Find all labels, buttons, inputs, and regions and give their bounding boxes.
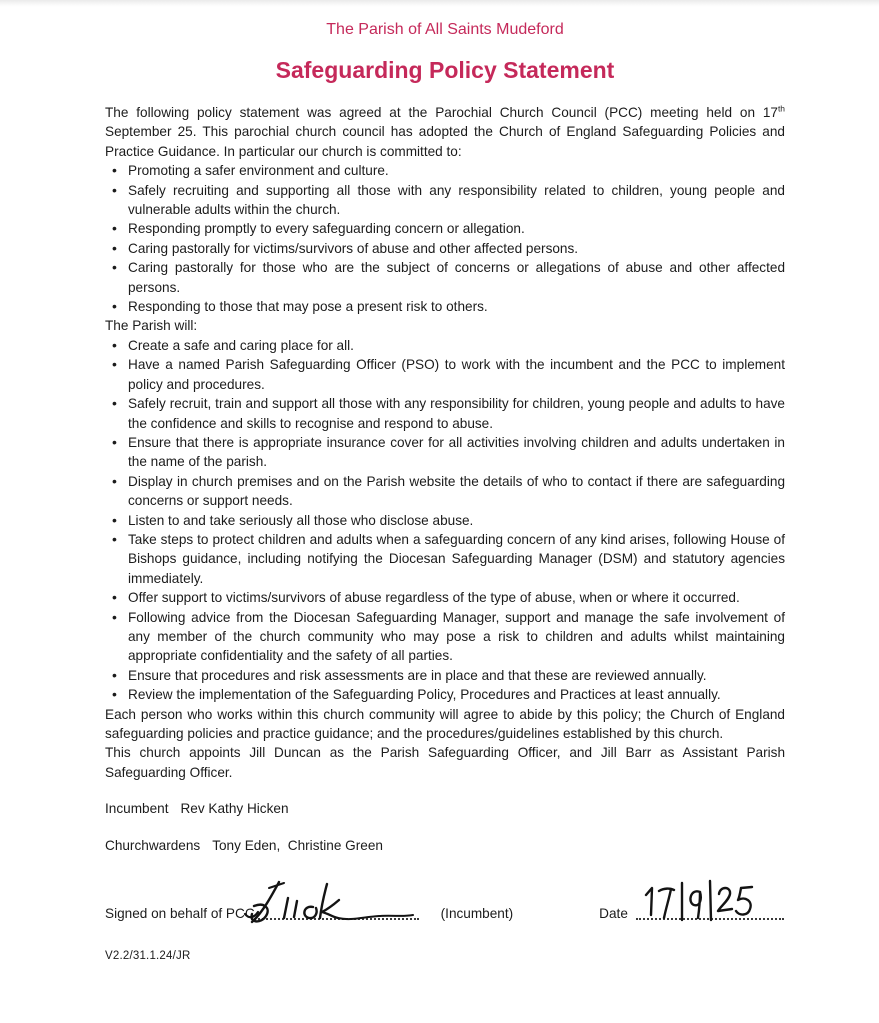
list-item: • Create a safe and caring place for all. — [105, 336, 785, 355]
list-item: • Have a named Parish Safeguarding Officer (PSO) to work with the incumbent and the PCC to implement policy and procedures. — [105, 355, 785, 394]
intro-text-after-superscript: September 25. This parochial church council has adopted the Church of England Safeguarding Policies and Practice Guidance. In particular our church is committed to: — [105, 124, 785, 159]
signature-row — [105, 881, 785, 923]
page-title: Safeguarding Policy Statement — [275, 57, 615, 83]
ordinal-superscript: th — [777, 103, 785, 114]
churchwardens-names: Tony Eden, Christine Green — [212, 837, 383, 853]
signature-dotted-line — [251, 917, 419, 920]
scan-artifact-top — [0, 0, 879, 7]
agreement-paragraph: Each person who works within this church community will agree to abide by this policy; the Church of England safeguarding policies and practice guidance; and the procedures/guidelines established by this church. — [105, 706, 785, 741]
list-item: • Offer support to victims/survivors of abuse regardless of the type of abuse, when or where it occurred. — [105, 588, 785, 607]
incumbent-name: Rev Kathy Hicken — [180, 801, 289, 817]
list-item: • Ensure that there is appropriate insurance cover for all activities involving children and adults undertaken in the name of the parish. — [105, 433, 785, 472]
date-label: Date — [599, 906, 628, 922]
list-item: • Caring pastorally for those who are the subject of concerns or allegations of abuse and other affected persons. — [105, 258, 785, 297]
parish-will-list — [105, 336, 785, 705]
list-item: • Display in church premises and on the Parish website the details of who to contact if there are safeguarding concerns or support needs. — [105, 472, 785, 511]
handwritten-date — [638, 878, 760, 922]
list-item: • Responding to those that may pose a present risk to others. — [105, 297, 785, 316]
date-dotted-line — [636, 917, 784, 920]
churchwardens-line — [105, 836, 785, 855]
incumbent-line — [105, 799, 785, 818]
churchwardens-label: Churchwardens — [105, 837, 201, 853]
incumbent-label: Incumbent — [105, 801, 169, 817]
commitments-list — [105, 161, 785, 316]
list-item: • Ensure that procedures and risk assessments are in place and that these are reviewed annually. — [105, 666, 785, 685]
signature-label: Signed on behalf of PCC — [105, 906, 255, 922]
list-item: • Safely recruiting and supporting all those with any responsibility related to children, young people and vulnerable adults within the church. — [105, 181, 785, 220]
list-item: • Caring pastorally for victims/survivors of abuse and other affected persons. — [105, 239, 785, 258]
signature-scribble — [239, 876, 419, 928]
list-item: • Safely recruit, train and support all those with any responsibility for children, young people and adults to have the confidence and skills to recognise and respond to abuse. — [105, 394, 785, 433]
intro-paragraph — [105, 103, 785, 161]
date-block — [599, 904, 784, 923]
intro-text-before-superscript: The following policy statement was agreed at the Parochial Church Council (PCC) meeting held on 17 — [105, 105, 778, 120]
appointment-paragraph: This church appoints Jill Duncan as the Parish Safeguarding Officer, and Jill Barr as Assistant Parish Safeguarding Officer. — [105, 745, 785, 780]
list-item: • Listen to and take seriously all those who disclose abuse. — [105, 511, 785, 530]
list-item: • Review the implementation of the Safeguarding Policy, Procedures and Practices at least annually. — [105, 685, 785, 704]
parish-will-heading: The Parish will: — [105, 318, 198, 334]
list-item: • Promoting a safer environment and culture. — [105, 161, 785, 180]
list-item: • Responding promptly to every safeguarding concern or allegation. — [105, 219, 785, 238]
version-footer: V2.2/31.1.24/JR — [105, 950, 191, 963]
parish-title: The Parish of All Saints Mudeford — [326, 21, 564, 38]
incumbent-role-caption: (Incumbent) — [440, 906, 514, 922]
list-item: • Take steps to protect children and adults when a safeguarding concern of any kind arises, following House of Bishops guidance, including notifying the Diocesan Safeguarding Manager (DSM) and statutory agencies immediately. — [105, 530, 785, 588]
list-item: • Following advice from the Diocesan Safeguarding Manager, support and manage the safe involvement of any member of the church community who may pose a risk to children and adults whilst maintaining appropriate confidentiality and the safety of all parties. — [105, 608, 785, 666]
